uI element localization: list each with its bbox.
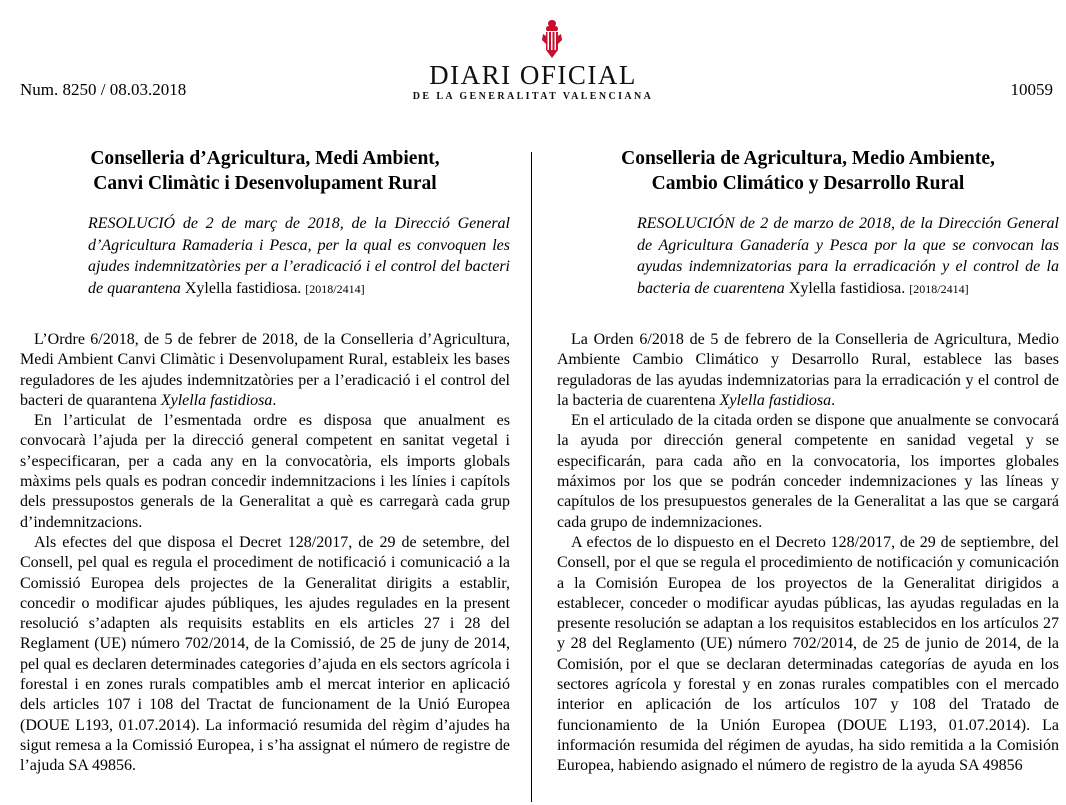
paragraph-1-end: . — [831, 391, 836, 409]
paragraph-1-end: . — [272, 391, 277, 409]
resolution-text: RESOLUCIÓN de 2 de marzo de 2018, de la Dirección General de Agricultura Ganadería y Pesca por la que se convocan las ayudas indemnizatorias para la erradicación y el control de la bacteria de cuarentena — [637, 215, 1059, 297]
paragraph-1-species: Xylella fastidiosa — [719, 391, 832, 409]
body-text — [557, 330, 1059, 777]
paragraph-2: En el articulado de la citada orden se dispone que anualmente se convocará la ayuda por dirección general competente en sanidad vegetal y se especificarán, para cada año en la convocatoria, los importes globales máximos por los que se podrán conceder indemnizaciones y las líneas y capítulos de los presupuestos generales de la Generalitat a las que se cargará cada grupo de indemnizaciones. — [557, 412, 1059, 531]
resolution-summary — [88, 213, 510, 300]
organization-line-1: Conselleria de Agricultura, Medio Ambiente, — [621, 148, 995, 169]
issue-number: Num. 8250 / 08.03.2018 — [20, 80, 187, 99]
masthead-title: DIARI OFICIAL — [429, 60, 637, 90]
body-text — [20, 330, 510, 777]
resolution-summary — [637, 213, 1059, 300]
paragraph-3: Als efectes del que disposa el Decret 128/2017, de 29 de setembre, del Consell, pel qual es regula el procediment de notificació i comunicació a la Comissió Europea dels projectes de la Generalitat dirigits a establir, concedir o modificar ajudes públiques, les ajudes regulades en la present resolució s’adapten als requisits establits en els articles 27 i 28 del Reglament (UE) número 702/2014, de la Comissió, de 25 de juny de 2014, pel qual es declaren determinades categories d’ajuda en els sectors agrícola i forestal i en zones rurals compatibles amb el mercat interior en aplicació dels articles 107 i 108 del Tractat de funcionament de la Unió Europea (DOUE L193, 01.07.2014). La informació resumida del règim d’ajudes ha sigut remesa a la Comissió Europea, i s’ha assignat el número de registre de l’ajuda SA 49856. — [20, 533, 510, 775]
paragraph-1 — [20, 330, 510, 411]
paragraph-1-text: La Orden 6/2018 de 5 de febrero de la Conselleria de Agricultura, Medio Ambiente Cambio Climático y Desarrollo Rural, establece las bases reguladoras de las ayudas indemnizatorias para la erradicación y el control de la bacteria de cuarentena — [557, 331, 1059, 409]
organization-heading — [20, 146, 510, 196]
organization-line-2: Canvi Climàtic i Desenvolupament Rural — [93, 173, 437, 194]
resolution-species: Xylella fastidiosa. — [184, 279, 302, 297]
masthead — [0, 0, 1066, 110]
organization-line-1: Conselleria d’Agricultura, Medi Ambient, — [90, 148, 440, 169]
generalitat-emblem-icon — [537, 18, 567, 60]
masthead-subtitle: DE LA GENERALITAT VALENCIANA — [412, 91, 654, 102]
column-divider — [531, 152, 532, 802]
paragraph-1-text: L’Ordre 6/2018, de 5 de febrer de 2018, de la Conselleria d’Agricultura, Medi Ambient Canvi Climàtic i Desenvolupament Rural, estableix les bases reguladores de les ajudes indemnitzatòries per a l’eradicació i el control del bacteri de quarantena — [20, 331, 510, 409]
page-number: 10059 — [1010, 80, 1053, 99]
paragraph-1-species: Xylella fastidiosa — [160, 391, 273, 409]
resolution-text: RESOLUCIÓ de 2 de març de 2018, de la Direcció General d’Agricultura Ramaderia i Pesca, per la qual es convoquen les ajudes indemnitzatòries per a l’eradicació i el control del bacteri de quarantena — [88, 215, 510, 297]
column-valencian — [20, 146, 510, 777]
paragraph-3: A efectos de lo dispuesto en el Decreto 128/2017, de 29 de septiembre, del Consell, por el que se regula el procedimiento de notificación y comunicación a la Comisión Europea de los proyectos de la Generalitat dirigidos a establecer, conceder o modificar ayudas públicas, las ayudas reguladas en la presente resolución se adaptan a los requisitos establecidos en los artículos 27 y 28 del Reglamento (UE) número 702/2014, de 25 de junio de 2014, de la Comisión, por el que se declaran determinadas categorías de ayuda en los sectores agrícola y forestal y en zonas rurales compatibles con el mercado interior en aplicación de los artículos 107 y 108 del Tratado de funcionamiento de la Unión Europea (DOUE L193, 01.07.2014). La información resumida del régimen de ayudas, ha sido remitida a la Comisión Europea, habiendo asignado el número de registro de la ayuda SA 49856 — [557, 533, 1059, 775]
paragraph-1 — [557, 330, 1059, 411]
resolution-reference: [2018/2414] — [305, 281, 365, 296]
resolution-reference: [2018/2414] — [909, 281, 969, 296]
resolution-species: Xylella fastidiosa. — [788, 279, 906, 297]
column-spanish — [557, 146, 1059, 777]
organization-heading — [557, 146, 1059, 196]
organization-line-2: Cambio Climático y Desarrollo Rural — [651, 173, 965, 194]
paragraph-2: En l’articulat de l’esmentada ordre es disposa que anualment es convocarà l’ajuda per la direcció general competent en sanitat vegetal i s’especificaran, per a cada any en la convocatòria, els imports globals màxims pels quals es podran concedir indemnitzacions i les línies i capítols dels pressupostos generals de la Generalitat a què es carregarà cada grup d’indemnitzacions. — [20, 412, 510, 531]
